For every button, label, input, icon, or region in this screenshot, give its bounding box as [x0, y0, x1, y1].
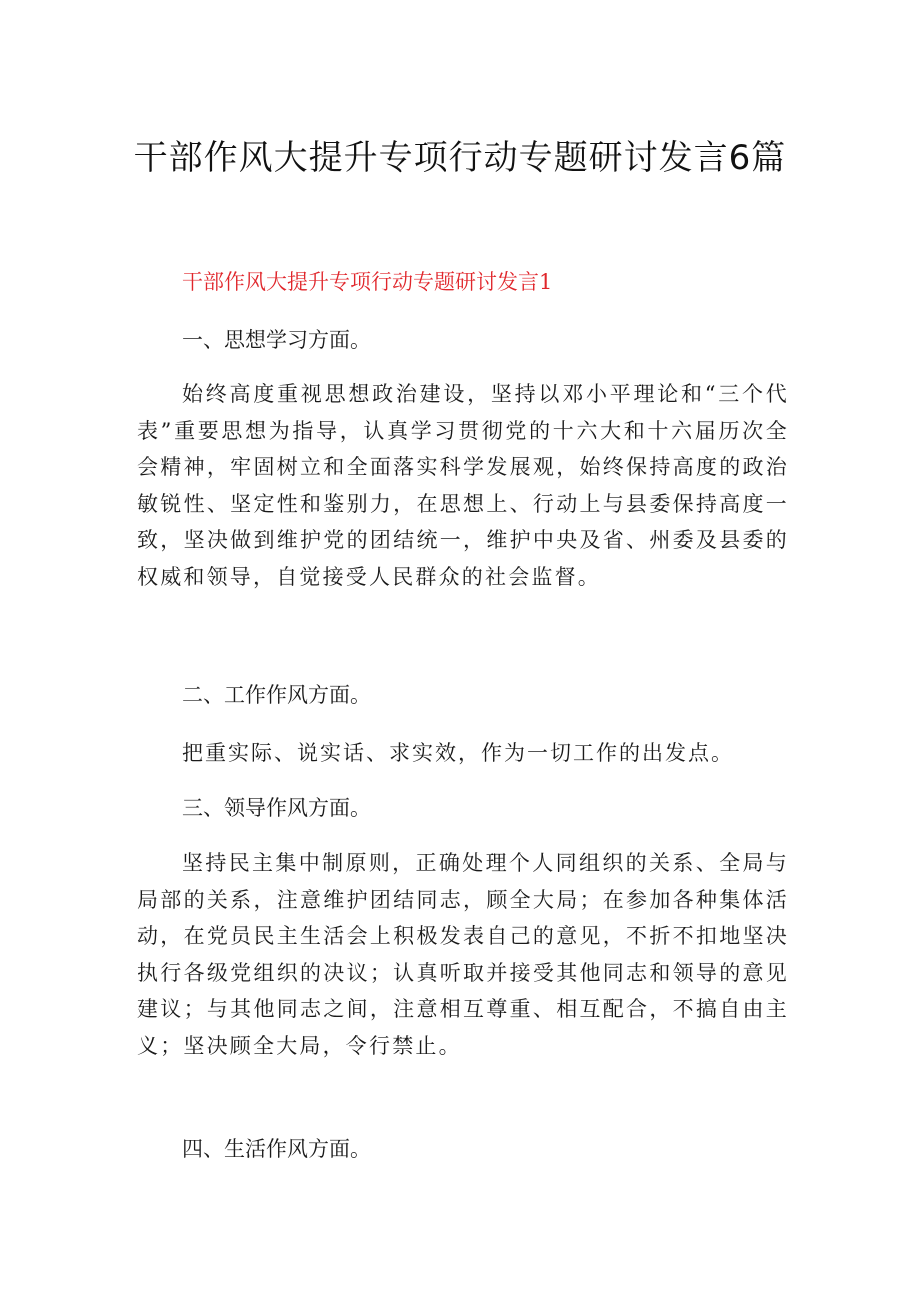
section-body-leadership-style: 坚持民主集中制原则，正确处理个人同组织的关系、全局与局部的关系，注意维护团结同志，顾全大局；在参加各种集体活动，在党员民主生活会上积极发表自己的意见，不折不扣地坚决执行各级党组织的决议；认真听取并接受其他同志和领导的意见建议；与其他同志之间，注意相互尊重、相互配合，不搞自由主义；坚决顾全大局，令行禁止。 [137, 851, 789, 1058]
section-heading-leadership-style: 三、领导作风方面。 [182, 796, 371, 820]
document-subtitle: 干部作风大提升专项行动专题研讨发言1 [182, 270, 553, 294]
document-title: 干部作风大提升专项行动专题研讨发言6篇 [133, 138, 787, 178]
section-body-work-style: 把重实际、说实话、求实效，作为一切工作的出发点。 [182, 741, 734, 765]
section-body-thought-study: 始终高度重视思想政治建设，坚持以邓小平理论和“三个代表”重要思想为指导，认真学习贯彻党的十六大和十六届历次全会精神，牢固树立和全面落实科学发展观，始终保持高度的政治敏锐性、坚定性和鉴别力，在思想上、行动上与县委保持高度一致，坚决做到维护党的团结统一，维护中央及省、州委及县委的权威和领导，自觉接受人民群众的社会监督。 [137, 382, 789, 589]
section-heading-thought-study: 一、思想学习方面。 [182, 328, 371, 352]
section-heading-life-style: 四、生活作风方面。 [182, 1137, 371, 1161]
section-heading-work-style: 二、工作作风方面。 [182, 683, 371, 707]
